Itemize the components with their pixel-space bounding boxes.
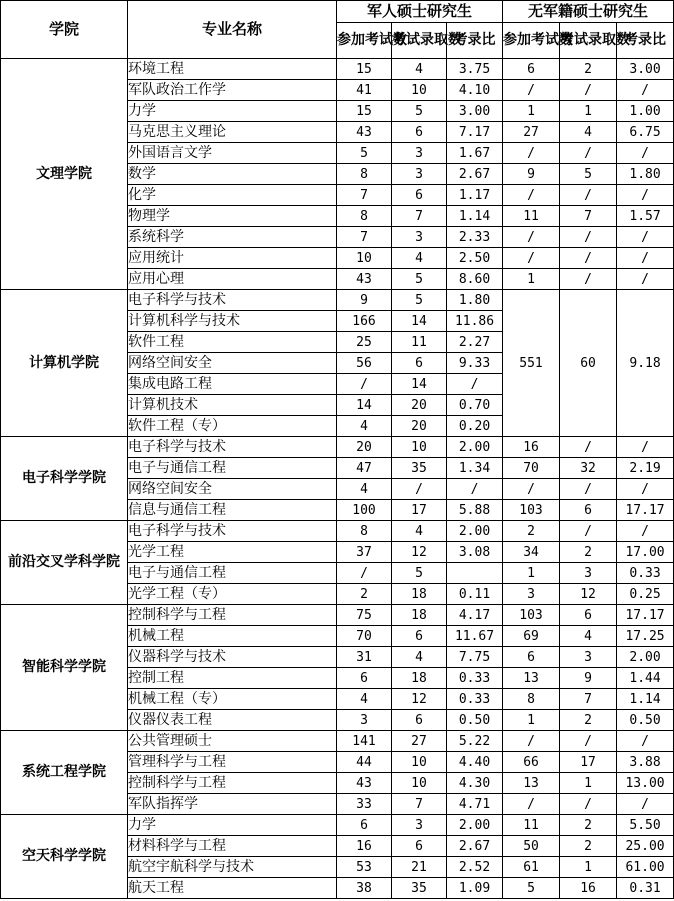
civilian-ratio: / [617,80,674,101]
military-applicants: 8 [337,206,392,227]
table-row [1,521,674,542]
college-name: 电子科学学院 [1,437,128,521]
major-name: 控制工程 [128,668,337,689]
military-admitted: 5 [392,290,447,311]
military-applicants: 141 [337,731,392,752]
civilian-applicants: 11 [503,206,560,227]
military-admitted: 4 [392,647,447,668]
military-applicants: 10 [337,248,392,269]
civilian-ratio: 0.50 [617,710,674,731]
civilian-admitted: / [560,80,617,101]
civilian-applicants: 551 [503,290,560,437]
military-admitted: 14 [392,311,447,332]
major-name: 软件工程 [128,332,337,353]
military-applicants: 4 [337,689,392,710]
military-admitted: 11 [392,332,447,353]
military-applicants: / [337,374,392,395]
table-body [1,59,674,899]
civilian-ratio: / [617,437,674,458]
civilian-ratio: 17.00 [617,542,674,563]
civilian-applicants: 50 [503,836,560,857]
military-applicants: 4 [337,416,392,437]
civilian-ratio: 25.00 [617,836,674,857]
military-ratio: 2.00 [447,437,503,458]
military-applicants: 9 [337,290,392,311]
military-admitted: 6 [392,185,447,206]
civilian-admitted: 17 [560,752,617,773]
military-admitted: 10 [392,752,447,773]
header-military-ratio: 考录比 [447,23,503,59]
major-name: 力学 [128,101,337,122]
military-admitted: 20 [392,416,447,437]
major-name: 电子科学与技术 [128,521,337,542]
military-admitted: 3 [392,143,447,164]
college-name: 智能科学学院 [1,605,128,731]
civilian-applicants: 9 [503,164,560,185]
civilian-ratio: / [617,143,674,164]
major-name: 网络空间安全 [128,479,337,500]
civilian-admitted: 6 [560,605,617,626]
civilian-applicants: 70 [503,458,560,479]
civilian-applicants: 6 [503,59,560,80]
military-applicants: 15 [337,101,392,122]
military-applicants: 37 [337,542,392,563]
military-admitted: 3 [392,815,447,836]
military-applicants: 41 [337,80,392,101]
table-row [1,731,674,752]
major-name: 集成电路工程 [128,374,337,395]
civilian-ratio: 1.14 [617,689,674,710]
military-applicants: 5 [337,143,392,164]
civilian-ratio: / [617,248,674,269]
civilian-admitted: 3 [560,647,617,668]
military-applicants: 70 [337,626,392,647]
civilian-admitted: 1 [560,101,617,122]
major-name: 航天工程 [128,878,337,899]
military-applicants: 6 [337,668,392,689]
civilian-ratio: 0.25 [617,584,674,605]
major-name: 电子与通信工程 [128,563,337,584]
major-name: 化学 [128,185,337,206]
military-applicants: 3 [337,710,392,731]
civilian-applicants: 6 [503,647,560,668]
military-applicants: 4 [337,479,392,500]
military-ratio: 5.88 [447,500,503,521]
military-ratio: 4.71 [447,794,503,815]
major-name: 管理科学与工程 [128,752,337,773]
major-name: 军队政治工作学 [128,80,337,101]
major-name: 计算机科学与技术 [128,311,337,332]
civilian-admitted: 16 [560,878,617,899]
major-name: 航空宇航科学与技术 [128,857,337,878]
military-admitted: / [392,479,447,500]
civilian-ratio: 9.18 [617,290,674,437]
civilian-admitted: 5 [560,164,617,185]
college-name: 系统工程学院 [1,731,128,815]
header-civilian-ratio: 考录比 [617,23,674,59]
civilian-admitted: 4 [560,122,617,143]
civilian-ratio: / [617,269,674,290]
military-applicants: 33 [337,794,392,815]
military-admitted: 6 [392,122,447,143]
military-admitted: 27 [392,731,447,752]
military-admitted: 6 [392,626,447,647]
civilian-ratio: 1.80 [617,164,674,185]
military-ratio: 2.67 [447,836,503,857]
header-civilian-applicants: 参加考试数 [503,23,560,59]
civilian-admitted: 2 [560,59,617,80]
military-applicants: 8 [337,164,392,185]
civilian-ratio: 3.88 [617,752,674,773]
military-applicants: 100 [337,500,392,521]
military-applicants: 44 [337,752,392,773]
military-ratio: 2.50 [447,248,503,269]
civilian-applicants: 3 [503,584,560,605]
major-name: 软件工程（专） [128,416,337,437]
civilian-admitted: 4 [560,626,617,647]
major-name: 环境工程 [128,59,337,80]
major-name: 马克思主义理论 [128,122,337,143]
civilian-admitted: / [560,185,617,206]
military-ratio: 7.17 [447,122,503,143]
civilian-ratio: 5.50 [617,815,674,836]
major-name: 仪器仪表工程 [128,710,337,731]
civilian-admitted: / [560,521,617,542]
civilian-ratio: / [617,794,674,815]
military-applicants: 14 [337,395,392,416]
major-name: 控制科学与工程 [128,773,337,794]
major-name: 光学工程（专） [128,584,337,605]
military-admitted: 10 [392,80,447,101]
major-name: 网络空间安全 [128,353,337,374]
civilian-ratio: 17.25 [617,626,674,647]
military-applicants: 47 [337,458,392,479]
civilian-applicants: 27 [503,122,560,143]
civilian-applicants: / [503,80,560,101]
major-name: 应用心理 [128,269,337,290]
military-admitted: 5 [392,563,447,584]
military-admitted: 21 [392,857,447,878]
military-applicants: / [337,563,392,584]
major-name: 应用统计 [128,248,337,269]
civilian-admitted: 2 [560,710,617,731]
civilian-ratio: 2.00 [617,647,674,668]
civilian-applicants: 1 [503,101,560,122]
military-ratio: / [447,374,503,395]
major-name: 材料科学与工程 [128,836,337,857]
civilian-applicants: / [503,185,560,206]
military-admitted: 12 [392,689,447,710]
college-name: 空天科学学院 [1,815,128,899]
major-name: 仪器科学与技术 [128,647,337,668]
civilian-applicants: / [503,227,560,248]
civilian-applicants: 103 [503,605,560,626]
military-admitted: 6 [392,353,447,374]
military-admitted: 3 [392,164,447,185]
military-ratio: 5.22 [447,731,503,752]
civilian-admitted: 32 [560,458,617,479]
civilian-ratio: 61.00 [617,857,674,878]
civilian-admitted: 3 [560,563,617,584]
military-applicants: 43 [337,122,392,143]
military-ratio: 2.00 [447,521,503,542]
military-admitted: 17 [392,500,447,521]
civilian-applicants: / [503,479,560,500]
military-applicants: 166 [337,311,392,332]
military-ratio: 3.08 [447,542,503,563]
civilian-applicants: 34 [503,542,560,563]
header-civilian-group: 无军籍硕士研究生 [503,1,674,23]
military-applicants: 43 [337,269,392,290]
military-ratio [447,563,503,584]
civilian-admitted: / [560,437,617,458]
military-ratio: 1.14 [447,206,503,227]
military-ratio: 4.17 [447,605,503,626]
military-applicants: 2 [337,584,392,605]
military-ratio: 0.33 [447,668,503,689]
major-name: 光学工程 [128,542,337,563]
military-applicants: 20 [337,437,392,458]
civilian-applicants: 103 [503,500,560,521]
major-name: 控制科学与工程 [128,605,337,626]
military-ratio: 1.34 [447,458,503,479]
military-ratio: 2.27 [447,332,503,353]
military-ratio: 1.17 [447,185,503,206]
civilian-admitted: / [560,269,617,290]
military-ratio: 8.60 [447,269,503,290]
civilian-applicants: 5 [503,878,560,899]
military-ratio: 2.00 [447,815,503,836]
header-civilian-admitted: 考试录取数 [560,23,617,59]
military-ratio: 1.80 [447,290,503,311]
military-admitted: 18 [392,584,447,605]
civilian-ratio: 2.19 [617,458,674,479]
military-admitted: 3 [392,227,447,248]
table-row [1,815,674,836]
civilian-ratio: 1.57 [617,206,674,227]
military-ratio: 2.52 [447,857,503,878]
military-applicants: 8 [337,521,392,542]
civilian-applicants: 1 [503,269,560,290]
military-admitted: 7 [392,794,447,815]
civilian-applicants: / [503,143,560,164]
military-ratio: 4.30 [447,773,503,794]
civilian-admitted: 6 [560,500,617,521]
military-admitted: 5 [392,269,447,290]
civilian-admitted: 12 [560,584,617,605]
civilian-applicants: 13 [503,773,560,794]
military-admitted: 4 [392,59,447,80]
civilian-applicants: / [503,794,560,815]
military-ratio: 0.70 [447,395,503,416]
military-admitted: 14 [392,374,447,395]
civilian-admitted: 1 [560,773,617,794]
civilian-ratio: 13.00 [617,773,674,794]
military-ratio: 0.11 [447,584,503,605]
military-applicants: 6 [337,815,392,836]
major-name: 电子与通信工程 [128,458,337,479]
military-applicants: 25 [337,332,392,353]
major-name: 公共管理硕士 [128,731,337,752]
military-applicants: 16 [337,836,392,857]
civilian-ratio: 17.17 [617,500,674,521]
civilian-applicants: 1 [503,563,560,584]
civilian-admitted: / [560,248,617,269]
civilian-admitted: / [560,143,617,164]
major-name: 军队指挥学 [128,794,337,815]
major-name: 物理学 [128,206,337,227]
civilian-applicants: 16 [503,437,560,458]
civilian-ratio: 17.17 [617,605,674,626]
military-ratio: 0.33 [447,689,503,710]
military-admitted: 4 [392,521,447,542]
military-ratio: 4.10 [447,80,503,101]
civilian-ratio: 6.75 [617,122,674,143]
major-name: 电子科学与技术 [128,437,337,458]
header-military-applicants: 参加考试数 [337,23,392,59]
major-name: 电子科学与技术 [128,290,337,311]
civilian-admitted: / [560,479,617,500]
military-admitted: 10 [392,773,447,794]
civilian-applicants: / [503,248,560,269]
military-admitted: 35 [392,878,447,899]
header-major: 专业名称 [128,1,337,59]
military-admitted: 10 [392,437,447,458]
military-ratio: 2.67 [447,164,503,185]
civilian-applicants: 8 [503,689,560,710]
military-applicants: 31 [337,647,392,668]
military-ratio: 11.86 [447,311,503,332]
military-applicants: 75 [337,605,392,626]
major-name: 机械工程（专） [128,689,337,710]
civilian-applicants: 13 [503,668,560,689]
major-name: 外国语言文学 [128,143,337,164]
military-ratio: 1.09 [447,878,503,899]
civilian-admitted: 2 [560,836,617,857]
military-ratio: 1.67 [447,143,503,164]
civilian-ratio: 3.00 [617,59,674,80]
table-row [1,605,674,626]
table-row [1,290,674,311]
military-admitted: 7 [392,206,447,227]
college-name: 文理学院 [1,59,128,290]
header-military-admitted: 考试录取数 [392,23,447,59]
civilian-ratio: / [617,185,674,206]
military-applicants: 15 [337,59,392,80]
civilian-applicants: 2 [503,521,560,542]
military-admitted: 6 [392,836,447,857]
civilian-admitted: / [560,794,617,815]
civilian-ratio: 1.44 [617,668,674,689]
civilian-admitted: / [560,227,617,248]
military-ratio: 0.50 [447,710,503,731]
military-admitted: 18 [392,668,447,689]
college-name: 前沿交叉学科学院 [1,521,128,605]
major-name: 信息与通信工程 [128,500,337,521]
major-name: 系统科学 [128,227,337,248]
civilian-admitted: 1 [560,857,617,878]
table-row [1,437,674,458]
header-college: 学院 [1,1,128,59]
military-admitted: 12 [392,542,447,563]
military-ratio: 0.20 [447,416,503,437]
military-applicants: 53 [337,857,392,878]
major-name: 计算机技术 [128,395,337,416]
civilian-applicants: 1 [503,710,560,731]
major-name: 力学 [128,815,337,836]
header-military-group: 军人硕士研究生 [337,1,503,23]
civilian-admitted: 7 [560,689,617,710]
military-applicants: 38 [337,878,392,899]
civilian-ratio: / [617,521,674,542]
military-ratio: 2.33 [447,227,503,248]
military-admitted: 4 [392,248,447,269]
military-ratio: 4.40 [447,752,503,773]
civilian-admitted: 60 [560,290,617,437]
military-admitted: 6 [392,710,447,731]
civilian-admitted: 2 [560,815,617,836]
military-ratio: / [447,479,503,500]
civilian-admitted: 7 [560,206,617,227]
major-name: 机械工程 [128,626,337,647]
major-name: 数学 [128,164,337,185]
military-applicants: 7 [337,185,392,206]
civilian-admitted: 2 [560,542,617,563]
military-applicants: 7 [337,227,392,248]
civilian-ratio: / [617,731,674,752]
civilian-admitted: 9 [560,668,617,689]
college-name: 计算机学院 [1,290,128,437]
military-admitted: 35 [392,458,447,479]
military-ratio: 3.75 [447,59,503,80]
civilian-applicants: 69 [503,626,560,647]
military-ratio: 9.33 [447,353,503,374]
civilian-ratio: / [617,479,674,500]
military-ratio: 7.75 [447,647,503,668]
military-ratio: 3.00 [447,101,503,122]
civilian-applicants: 11 [503,815,560,836]
military-admitted: 5 [392,101,447,122]
military-admitted: 18 [392,605,447,626]
military-ratio: 11.67 [447,626,503,647]
table-row [1,59,674,80]
civilian-ratio: 0.31 [617,878,674,899]
civilian-ratio: 1.00 [617,101,674,122]
civilian-applicants: / [503,731,560,752]
military-applicants: 56 [337,353,392,374]
military-applicants: 43 [337,773,392,794]
civilian-ratio: 0.33 [617,563,674,584]
civilian-ratio: / [617,227,674,248]
military-admitted: 20 [392,395,447,416]
civilian-applicants: 66 [503,752,560,773]
civilian-applicants: 61 [503,857,560,878]
civilian-admitted: / [560,731,617,752]
